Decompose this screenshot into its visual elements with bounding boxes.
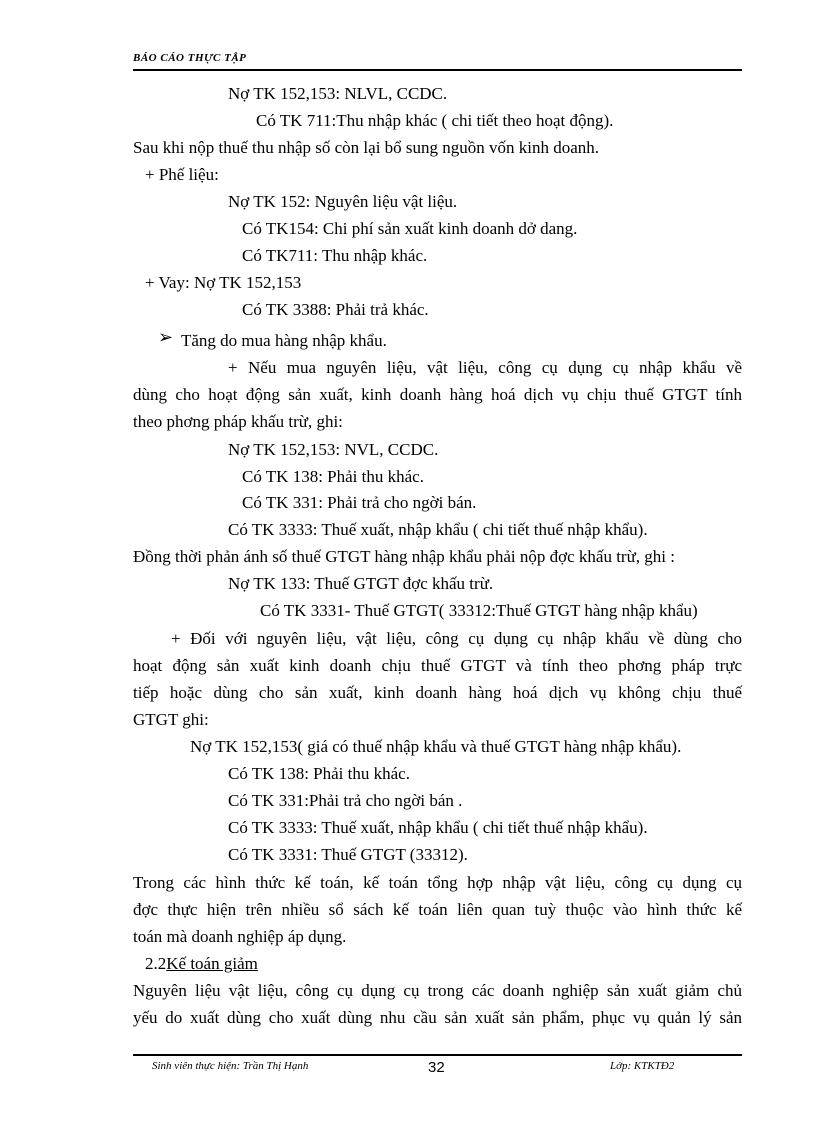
text-line: dùng cho hoạt động sản xuất, kinh doanh hàng hoá dịch vụ chịu thuế GTGT tính [133,385,742,404]
text-line: hoạt động sản xuất kinh doanh chịu thuế GTGT và tính theo phơng pháp trực [133,656,742,675]
text-line: Có TK 3388: Phải trả khác. [242,300,429,319]
text-line: Nợ TK 133: Thuế GTGT đợc khấu trừ. [228,574,494,593]
text-line: Có TK 331:Phải trả cho ngời bán . [228,791,463,810]
text-line: toán mà doanh nghiệp áp dụng. [133,927,347,946]
text-line: Sau khi nộp thuế thu nhập số còn lại bổ sung nguồn vốn kinh doanh. [133,138,600,157]
text-line: Đồng thời phản ánh số thuế GTGT hàng nhập khẩu phải nộp đợc khấu trừ, ghi : [133,547,675,566]
footer-rule [133,1054,742,1056]
text-line: Nợ TK 152,153: NVL, CCDC. [228,440,439,459]
text-line: Có TK 138: Phải thu khác. [228,764,410,783]
text-line: Nợ TK 152,153( giá có thuế nhập khẩu và thuế GTGT hàng nhập khẩu). [190,737,682,756]
section-heading: Kế toán giảm [166,954,258,973]
text-line: Có TK 3331: Thuế GTGT (33312). [228,845,468,864]
arrow-bullet-icon: ➢ [158,327,174,347]
page-number: 32 [428,1059,445,1076]
text-line: Có TK711: Thu nhập khác. [242,246,428,265]
footer-class: Lớp: KTKTĐ2 [610,1060,675,1072]
text-line: đợc thực hiện trên nhiều sổ sách kế toán liên quan tuỳ thuộc vào hình thức kế [133,900,742,919]
text-line: + Vay: Nợ TK 152,153 [145,273,302,292]
text-line: Tăng do mua hàng nhập khẩu. [181,331,387,350]
text-line: Nợ TK 152: Nguyên liệu vật liệu. [228,192,458,211]
text-line: + Phế liệu: [145,165,219,184]
text-line: theo phơng pháp khấu trừ, ghi: [133,412,343,431]
header-rule [133,69,742,71]
header-title: BÁO CÁO THỰC TẬP [133,52,247,64]
text-line: Trong các hình thức kế toán, kế toán tổng hợp nhập vật liệu, công cụ dụng cụ [133,873,742,892]
text-line: Có TK 3333: Thuế xuất, nhập khẩu ( chi tiết thuế nhập khẩu). [228,818,648,837]
text-line: yếu do xuất dùng cho xuất dùng nhu cầu sản xuất sản phẩm, phục vụ quản lý sản [133,1008,742,1027]
text-line: tiếp hoặc dùng cho sản xuất, kinh doanh hàng hoá dịch vụ không chịu thuế [133,683,742,702]
text-line: Có TK154: Chi phí sản xuất kinh doanh dở dang. [242,219,578,238]
text-line: Có TK 138: Phải thu khác. [242,467,424,486]
text-line: Nợ TK 152,153: NLVL, CCDC. [228,84,448,103]
text-line: GTGT ghi: [133,710,209,729]
text-line: Có TK 3331- Thuế GTGT( 33312:Thuế GTGT hàng nhập khẩu) [260,601,698,620]
text-line: Có TK 711:Thu nhập khác ( chi tiết theo hoạt động). [256,111,614,130]
text-line: + Đối với nguyên liệu, vật liệu, công cụ dụng cụ nhập khẩu về dùng cho [171,629,742,648]
text-line: Có TK 331: Phải trả cho ngời bán. [242,493,477,512]
footer-author: Sinh viên thực hiện: Trần Thị Hạnh [152,1060,309,1072]
section-number: 2.2Kế toán giảm [145,954,258,973]
text-line: Có TK 3333: Thuế xuất, nhập khẩu ( chi tiết thuế nhập khẩu). [228,520,648,539]
text-line: Nguyên liệu vật liệu, công cụ dụng cụ trong các doanh nghiệp sản xuất giảm chủ [133,981,742,1000]
text-line: + Nếu mua nguyên liệu, vật liệu, công cụ dụng cụ nhập khẩu về [228,358,742,377]
